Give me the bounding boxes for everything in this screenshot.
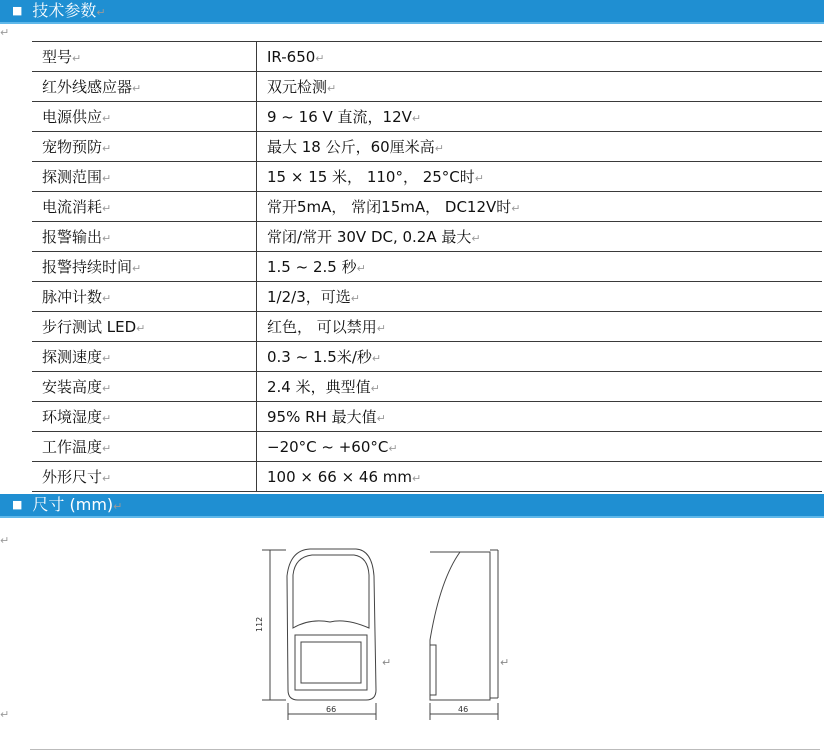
spec-label: 探测速度↵ bbox=[32, 342, 257, 372]
return-mark-icon: ↵ bbox=[0, 708, 10, 721]
spec-label: 报警输出↵ bbox=[32, 222, 257, 252]
spec-row bbox=[32, 282, 822, 312]
section-header-dimensions bbox=[0, 494, 824, 518]
bullet-square-icon: ■ bbox=[12, 4, 23, 17]
spec-table bbox=[32, 41, 822, 492]
spec-value: −20°C ~ +60°C↵ bbox=[257, 432, 823, 462]
spec-row bbox=[32, 252, 822, 282]
spec-value: 95% RH 最大值↵ bbox=[257, 402, 823, 432]
spec-value: 最大 18 公斤，60厘米高↵ bbox=[257, 132, 823, 162]
spec-row bbox=[32, 192, 822, 222]
spec-label: 红外线感应器↵ bbox=[32, 72, 257, 102]
spec-row bbox=[32, 42, 822, 72]
spec-label: 报警持续时间↵ bbox=[32, 252, 257, 282]
front-view-lens bbox=[301, 642, 361, 683]
spec-value: 1/2/3，可选↵ bbox=[257, 282, 823, 312]
section-title: 技术参数 bbox=[32, 1, 97, 20]
spec-row bbox=[32, 102, 822, 132]
spec-value: 100 × 66 × 46 mm↵ bbox=[257, 462, 823, 492]
side-view-lens bbox=[430, 645, 436, 695]
spec-value: 常闭/常开 30V DC, 0.2A 最大↵ bbox=[257, 222, 823, 252]
spec-label: 探测范围↵ bbox=[32, 162, 257, 192]
spec-row bbox=[32, 222, 822, 252]
spec-label: 型号↵ bbox=[32, 42, 257, 72]
spec-value: 1.5 ~ 2.5 秒↵ bbox=[257, 252, 823, 282]
spec-label: 安装高度↵ bbox=[32, 372, 257, 402]
side-view-body bbox=[430, 552, 490, 700]
spec-value: 0.3 ~ 1.5米/秒↵ bbox=[257, 342, 823, 372]
spec-value: 9 ~ 16 V 直流，12V↵ bbox=[257, 102, 823, 132]
front-view-cover bbox=[293, 555, 369, 628]
spec-row bbox=[32, 432, 822, 462]
spec-label: 环境湿度↵ bbox=[32, 402, 257, 432]
spec-row bbox=[32, 402, 822, 432]
section-title: 尺寸 (mm) bbox=[32, 495, 114, 514]
spec-row bbox=[32, 342, 822, 372]
spec-row bbox=[32, 372, 822, 402]
spec-label: 步行测试 LED↵ bbox=[32, 312, 257, 342]
return-mark-icon: ↵ bbox=[96, 6, 106, 19]
spec-value: 15 × 15 米， 110°， 25°C时↵ bbox=[257, 162, 823, 192]
spec-value: IR-650↵ bbox=[257, 42, 823, 72]
bottom-rule bbox=[30, 749, 820, 750]
spec-label: 工作温度↵ bbox=[32, 432, 257, 462]
spec-row bbox=[32, 72, 822, 102]
return-mark-icon: ↵ bbox=[500, 656, 510, 669]
spec-label: 宠物预防↵ bbox=[32, 132, 257, 162]
spec-label: 电源供应↵ bbox=[32, 102, 257, 132]
return-mark-icon: ↵ bbox=[0, 26, 10, 39]
spec-label: 外形尺寸↵ bbox=[32, 462, 257, 492]
spec-value: 双元检测↵ bbox=[257, 72, 823, 102]
spec-value: 常开5mA， 常闭15mA， DC12V时↵ bbox=[257, 192, 823, 222]
depth-dim-label: 46 bbox=[458, 705, 469, 714]
bullet-square-icon: ■ bbox=[12, 498, 23, 511]
spec-row bbox=[32, 132, 822, 162]
height-dim-label: 112 bbox=[255, 616, 264, 632]
spec-row bbox=[32, 312, 822, 342]
return-mark-icon: ↵ bbox=[0, 534, 10, 547]
spec-row bbox=[32, 162, 822, 192]
dimension-drawing bbox=[250, 540, 530, 725]
section-header-specs bbox=[0, 0, 824, 24]
return-mark-icon: ↵ bbox=[382, 656, 392, 669]
front-view-window bbox=[295, 635, 367, 690]
spec-row bbox=[32, 462, 822, 492]
return-mark-icon: ↵ bbox=[113, 500, 123, 513]
spec-value: 红色， 可以禁用↵ bbox=[257, 312, 823, 342]
spec-label: 脉冲计数↵ bbox=[32, 282, 257, 312]
spec-value: 2.4 米，典型值↵ bbox=[257, 372, 823, 402]
width-dim-label: 66 bbox=[326, 705, 337, 714]
spec-label: 电流消耗↵ bbox=[32, 192, 257, 222]
